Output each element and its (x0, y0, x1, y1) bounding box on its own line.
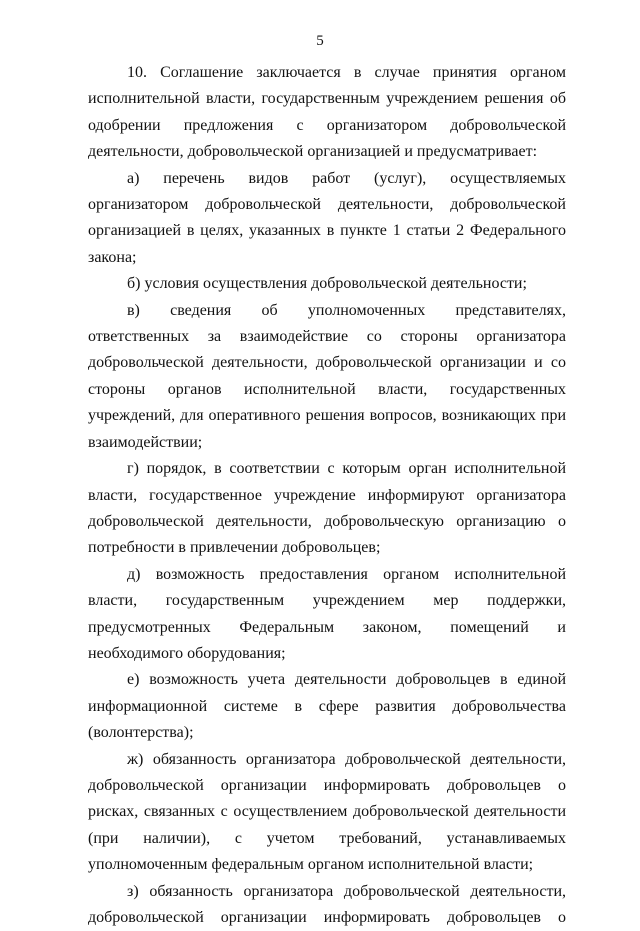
paragraph-item-zh: ж) обязанность организатора добровольческой деятельности, добровольческой организации информировать добровольцев о рисках, связанных с осуществлением добровольческой деятельности (при наличии), с учетом требований, устанавливаемых уполномоченным федеральным органом исполнительной власти; (88, 750, 566, 874)
paragraph-item-a: а) перечень видов работ (услуг), осуществляемых организатором добровольческой деятельности, добровольческой организацией в целях, указанных в пункте 1 статьи 2 Федерального закона; (88, 169, 566, 266)
paragraph-10: 10. Соглашение заключается в случае принятия органом исполнительной власти, государственным учреждением решения об одобрении предложения с организатором добровольческой деятельности, добровольческой организацией и предусматривает: (88, 64, 566, 161)
page-number: 5 (316, 33, 324, 49)
paragraph-item-b: б) условия осуществления добровольческой деятельности; (127, 275, 527, 293)
paragraph-item-g: г) порядок, в соответствии с которым орган исполнительной власти, государственное учреждение информируют организатора добровольческой деятельности, добровольческую организацию о потребности в привлечении добровольцев; (88, 460, 566, 557)
document-body (88, 60, 566, 931)
paragraph-item-d: д) возможность предоставления органом исполнительной власти, государственным учреждением мер поддержки, предусмотренных Федеральным законом, помещений и необходимого оборудования; (88, 565, 566, 662)
paragraph-item-e: е) возможность учета деятельности добровольцев в единой информационной системе в сфере развития добровольчества (волонтерства); (88, 671, 566, 742)
paragraph-item-z: з) обязанность организатора добровольческой деятельности, добровольческой организации информировать добровольцев о (88, 882, 566, 926)
paragraph-item-v: в) сведения об уполномоченных представителях, ответственных за взаимодействие со стороны организатора добровольческой деятельности, добровольческой организации и со стороны органов исполнительной власти, государственных учреждений, для оперативного решения вопросов, возникающих при взаимодействии; (88, 301, 566, 451)
